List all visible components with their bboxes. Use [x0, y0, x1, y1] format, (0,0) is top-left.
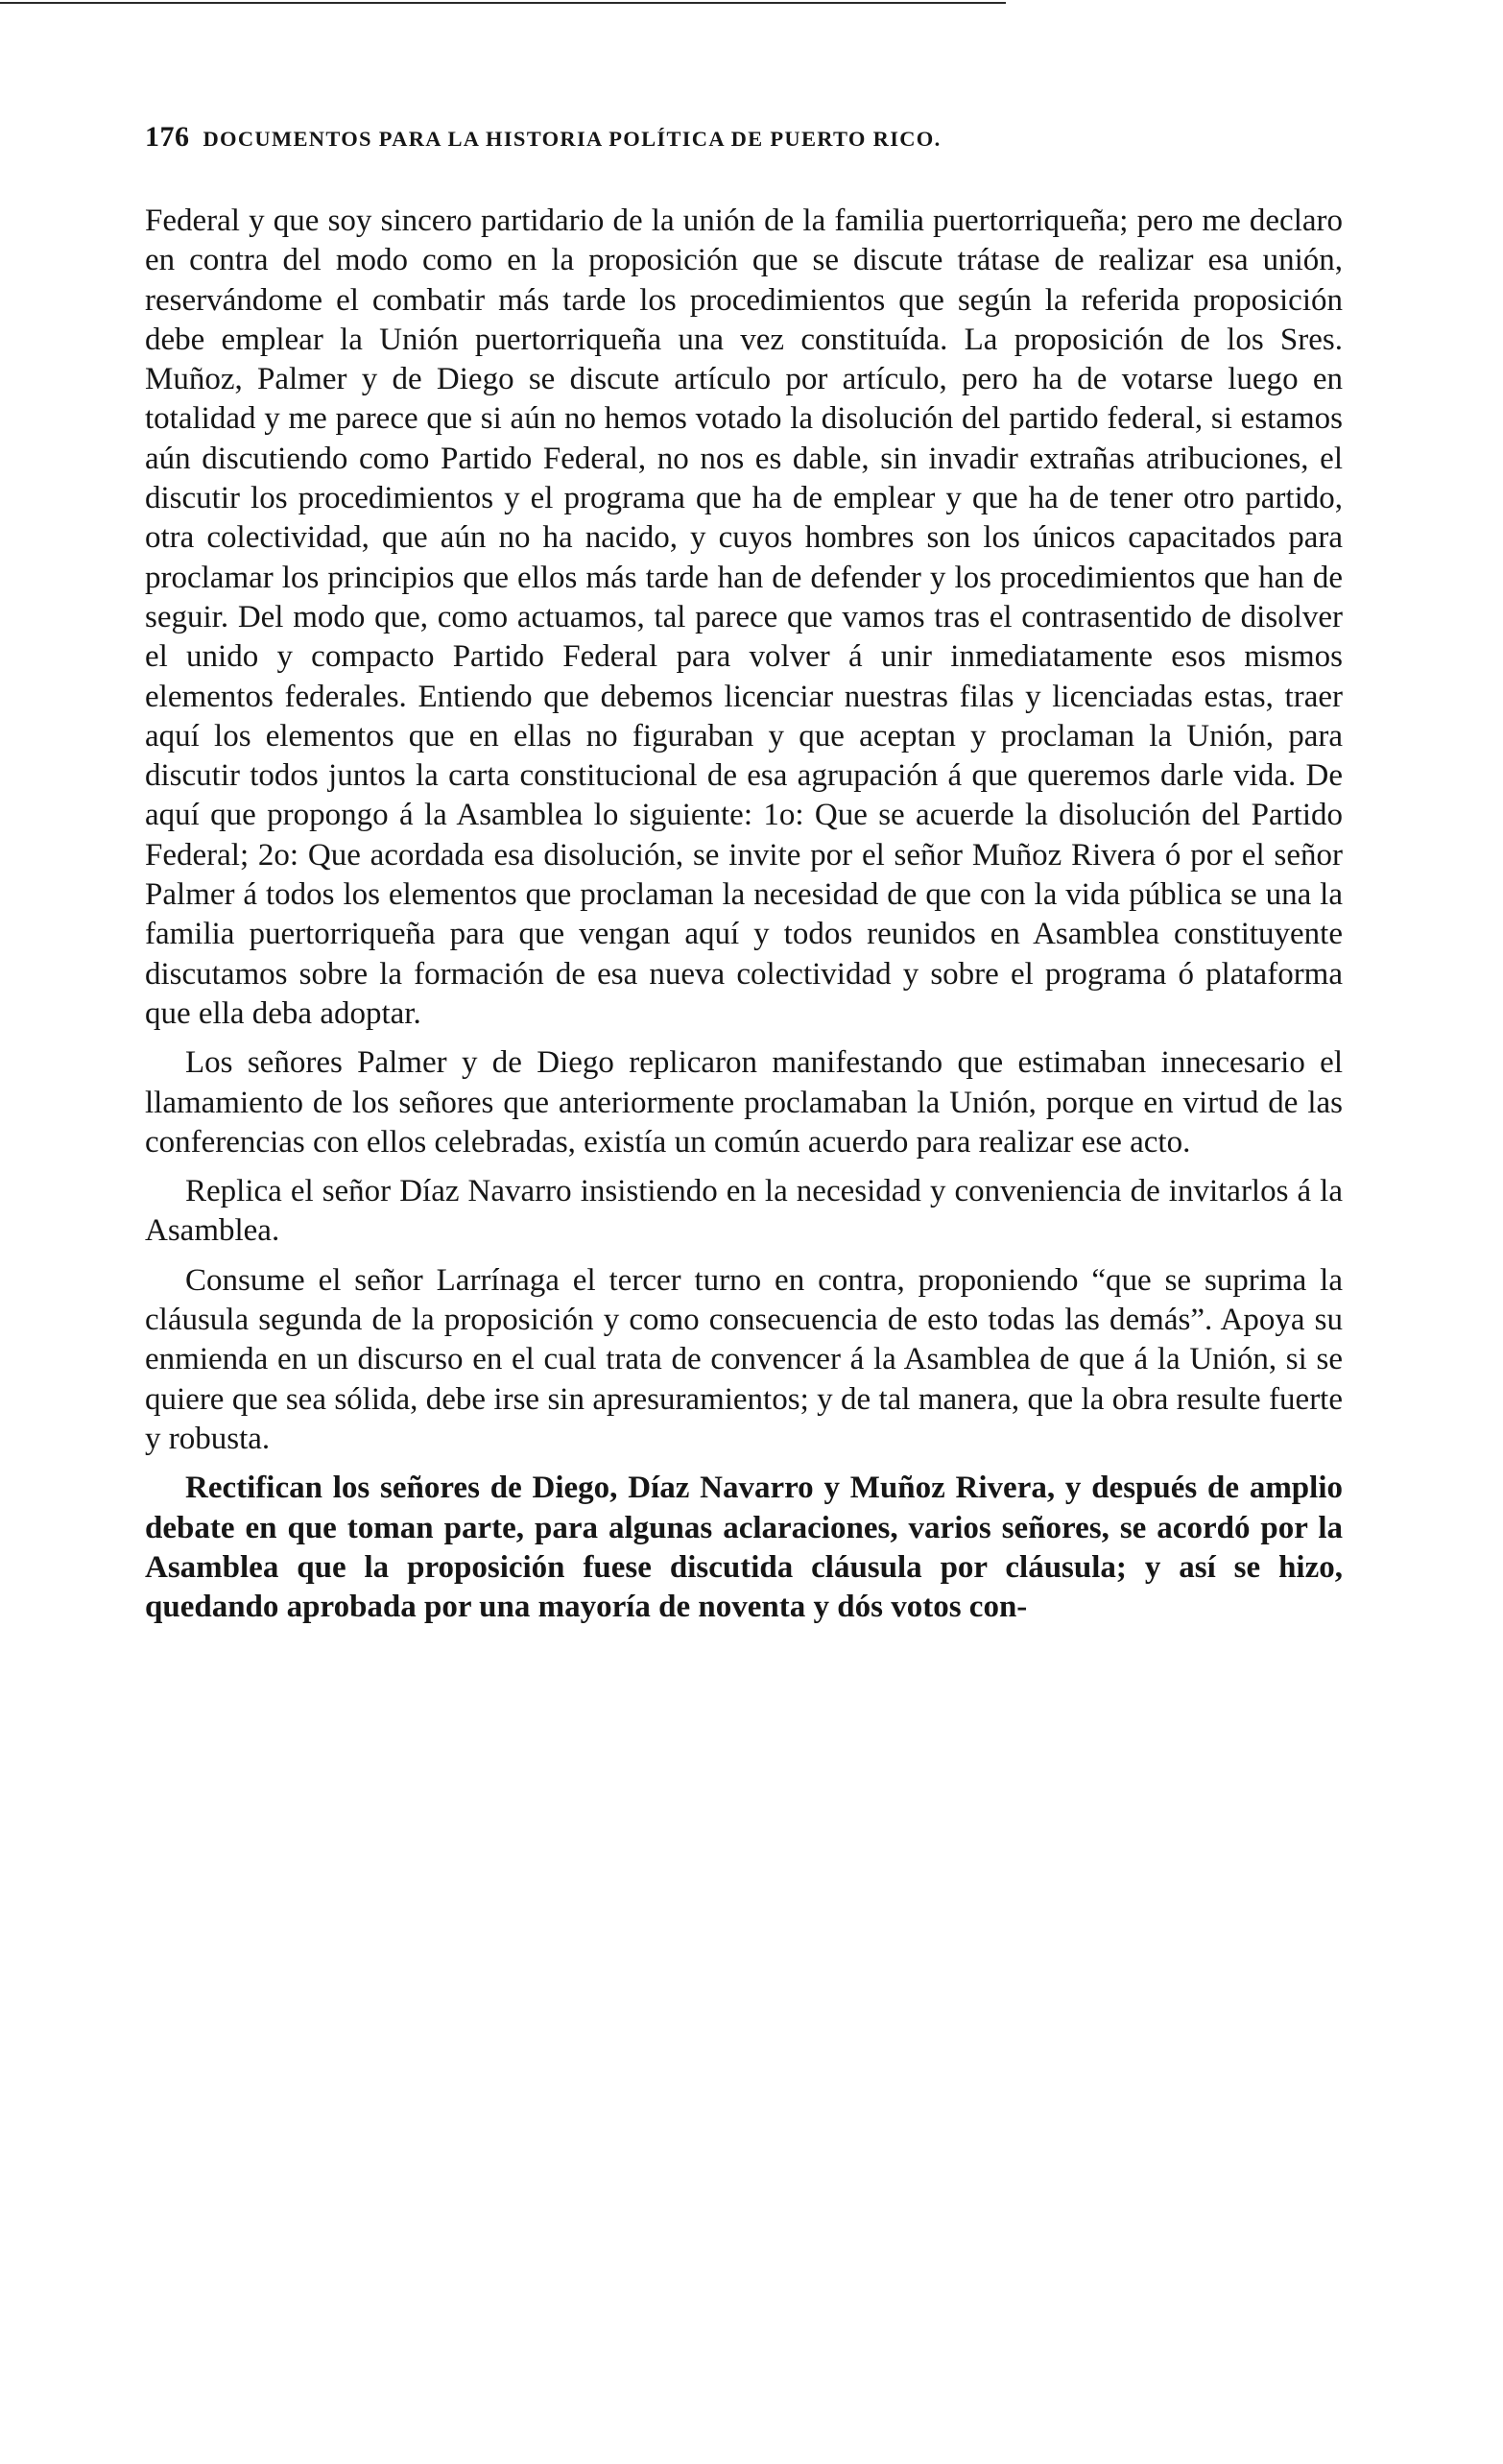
running-title: DOCUMENTOS PARA LA HISTORIA POLÍTICA DE PUERTO RICO. — [203, 127, 942, 151]
book-page — [145, 121, 1343, 1627]
page-number: 176 — [145, 121, 190, 153]
paragraph-assembly-vote: Rectifican los señores de Diego, Díaz Navarro y Muñoz Rivera, y después de amplio debate en que toman parte, para algunas aclaraciones, varios señores, se acordó por la Asamblea que la proposición fuese discutida cláusula por cláusula; y así se hizo, quedando aprobada por una mayoría de noventa y dós votos con- — [145, 1471, 1343, 1625]
paragraph-continuation: Federal y que soy sincero partidario de la unión de la familia puertorriqueña; pero me declaro en contra del modo como en la proposición que se discute trátase de realizar esa unión, reservándome el combatir más tarde los procedimientos que según la referida proposición debe emplear la Unión puertorriqueña una vez constituída. La proposición de los Sres. Muñoz, Palmer y de Diego se discute artículo por artículo, pero ha de votarse luego en totalidad y me parece que si aún no hemos votado la disolución del partido federal, si estamos aún discutiendo como Partido Federal, no nos es dable, sin invadir extrañas atribuciones, el discutir los procedimientos y el programa que ha de emplear y que ha de tener otro partido, otra colectividad, que aún no ha nacido, y cuyos hombres son los únicos capacitados para proclamar los principios que ellos más tarde han de defender y los procedimientos que han de seguir. Del modo que, como actuamos, tal parece que vamos tras el contrasentido de disolver el unido y compacto Partido Federal para volver á unir inmediatamente esos mismos elementos federales. Entiendo que debemos licenciar nuestras filas y licenciadas estas, traer aquí los elementos que en ellas no figuraban y que aceptan y proclaman la Unión, para discutir todos juntos la carta constitucional de esa agrupación á que queremos darle vida. De aquí que propongo á la Asamblea lo siguiente: 1o: Que se acuerde la disolución del Partido Federal; 2o: Que acordada esa disolución, se invite por el señor Muñoz Rivera ó por el señor Palmer á todos los elementos que proclaman la necesidad de que con la vida pública se una la familia puertorriqueña para que vengan aquí y todos reunidos en Asamblea constituyente discutamos sobre la formación de esa nueva colectividad y sobre el programa ó plataforma que ella deba adoptar. — [145, 203, 1343, 1031]
running-head — [145, 121, 1343, 159]
paragraph-larrinaga-amendment: Consume el señor Larrínaga el tercer turno en contra, proponiendo “que se suprima la cláusula segunda de la proposición y como consecuencia de esto todas las demás”. Apoya su enmienda en un discurso en el cual trata de convencer á la Asamblea de que á la Unión, si se quiere que sea sólida, debe irse sin apresuramientos; y de tal manera, que la obra resulte fuerte y robusta. — [145, 1262, 1343, 1456]
paragraph-diaz-navarro-reply: Replica el señor Díaz Navarro insistiendo en la necesidad y conveniencia de invitarlos á la Asamblea. — [145, 1174, 1343, 1249]
paragraph-palmer-de-diego-reply: Los señores Palmer y de Diego replicaron manifestando que estimaban innecesario el llamamiento de los señores que anteriormente proclamaban la Unión, porque en virtud de las conferencias con ellos celebradas, existía un común acuerdo para realizar ese acto. — [145, 1045, 1343, 1160]
top-rule — [0, 2, 1006, 4]
